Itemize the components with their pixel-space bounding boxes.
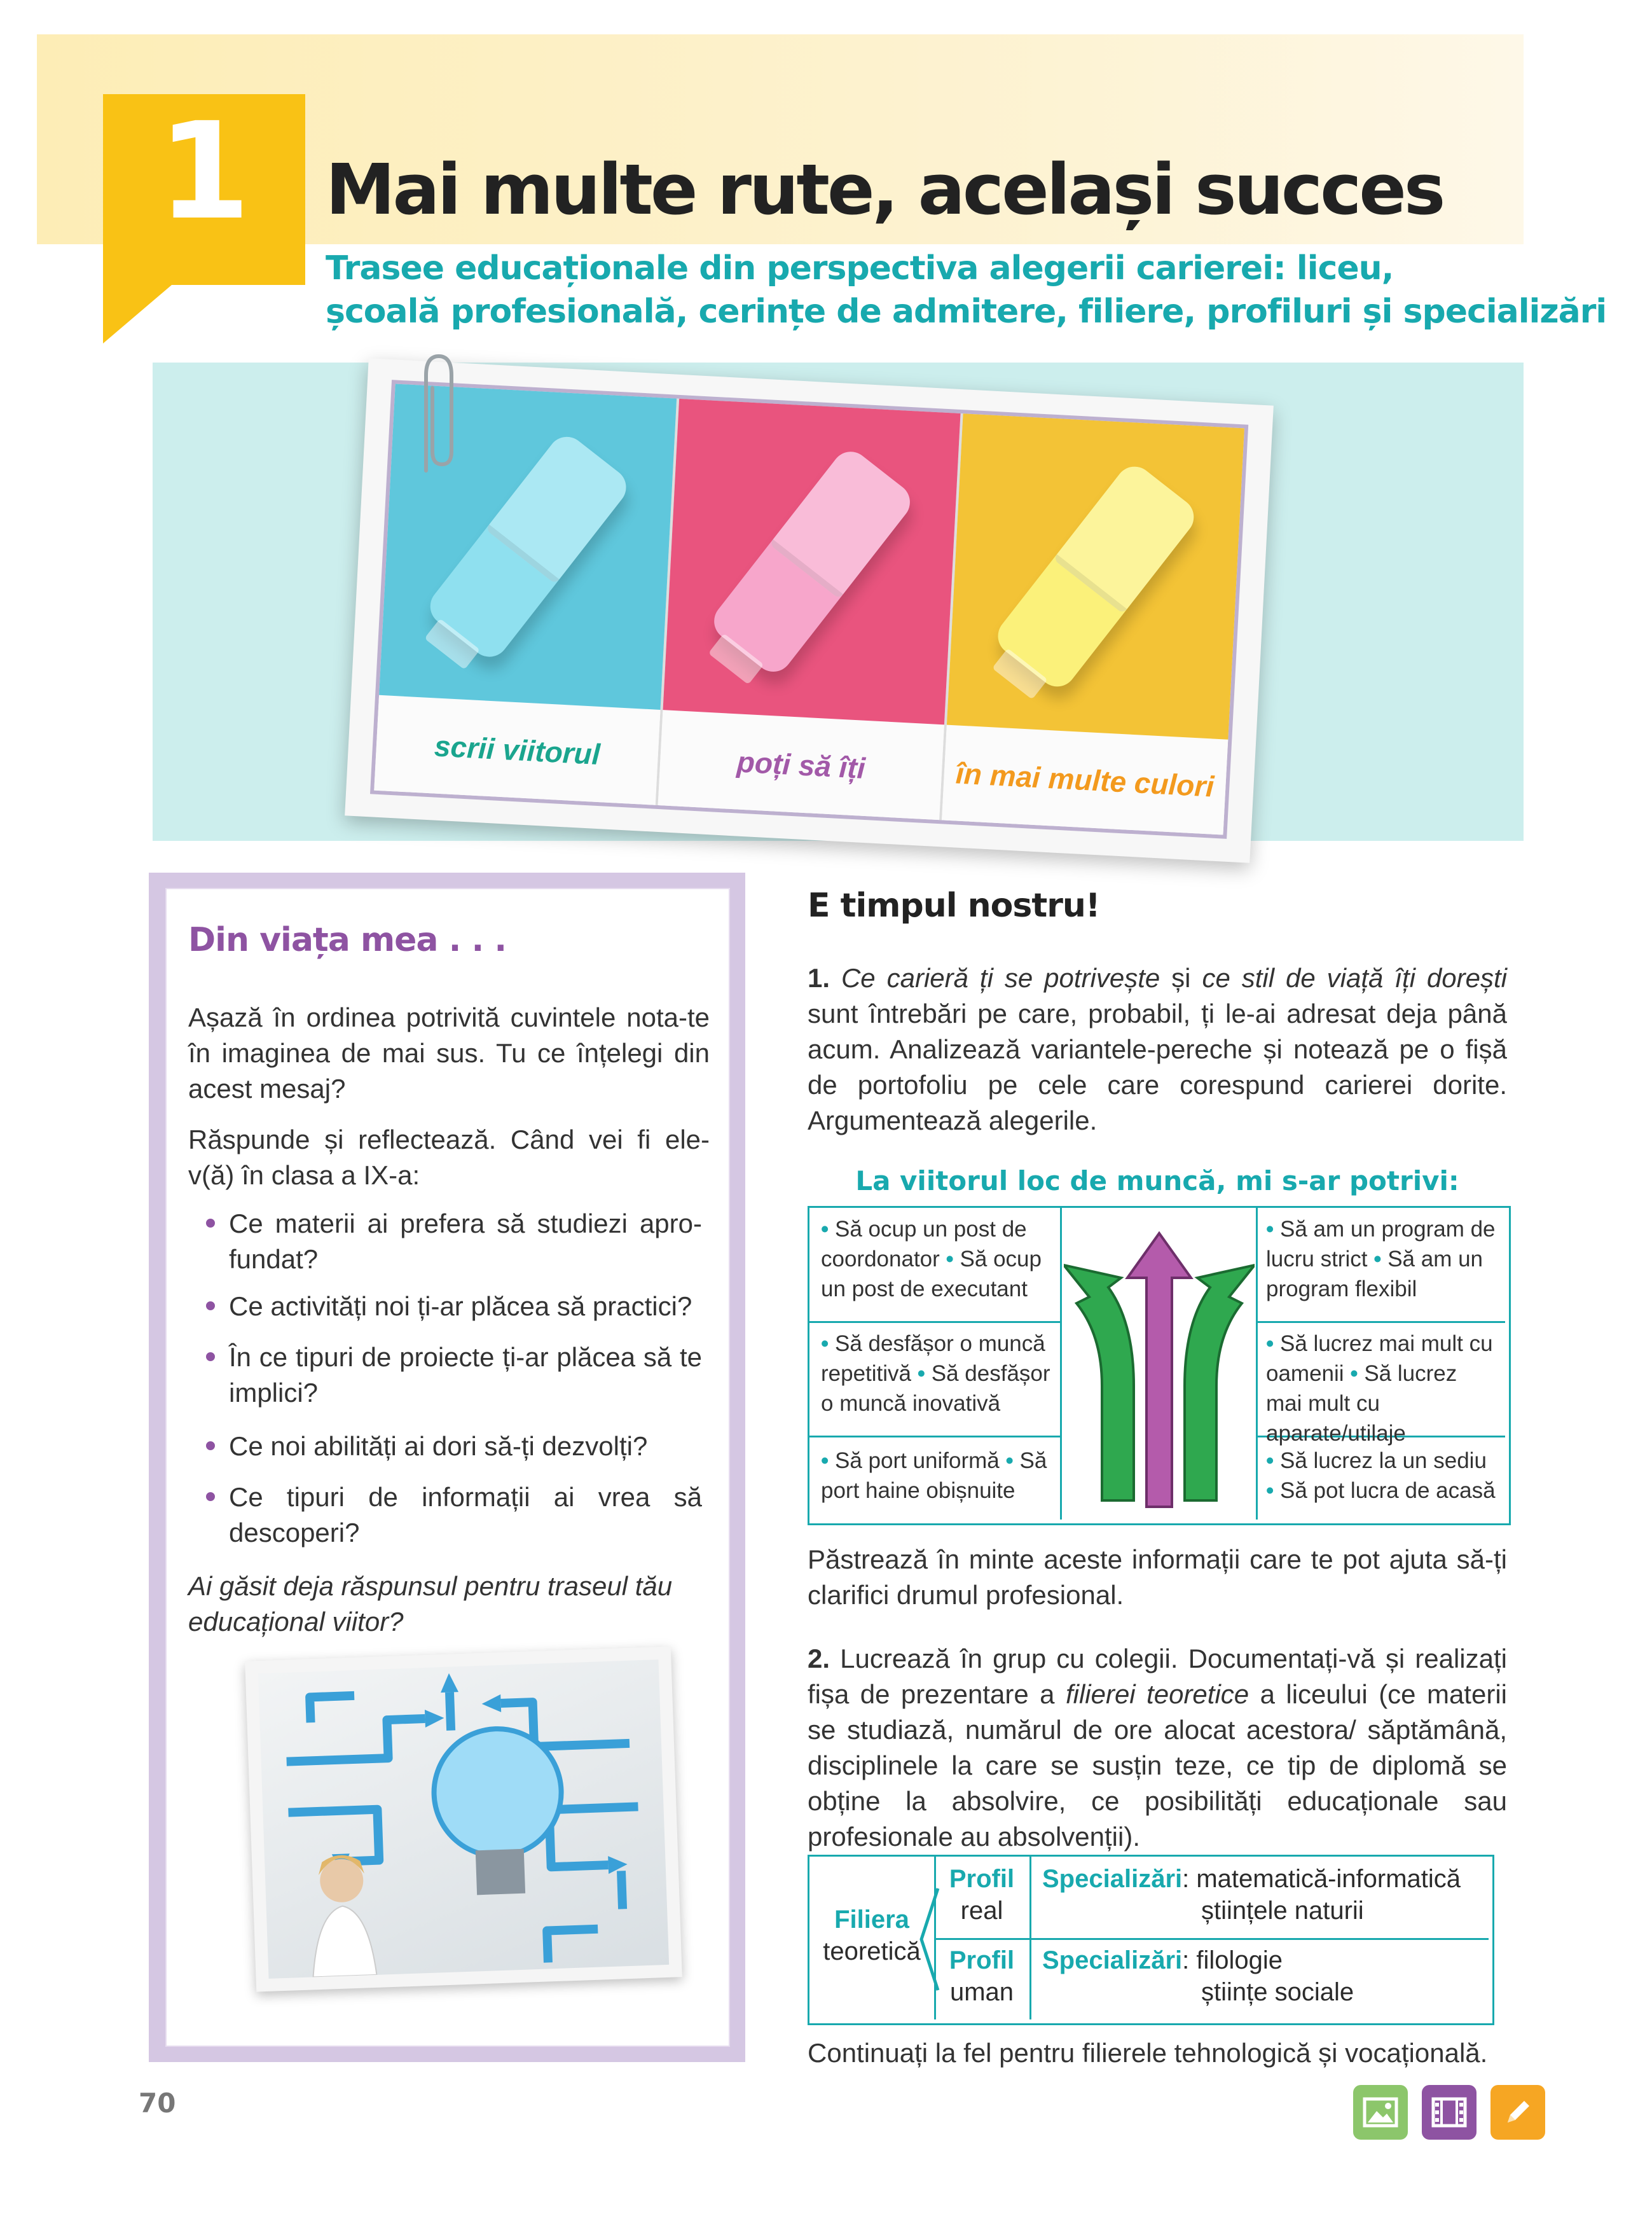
panel-color-yellow [947,413,1244,740]
filiera-label: Filiera teoretică [823,1906,921,1965]
preferences-table [808,1206,1511,1525]
option-left-1: • Să ocup un post de coordonator • Să ocup un post de executant [821,1217,1042,1301]
chapter-title: Mai multe rute, același succes [326,149,1443,230]
exercise-1-text: 1. Ce carieră ți se potrivește și ce stil de viață îți dorești sunt întrebări pe care, probabil, ți le-ai adresat deja până acum. Analizează variantele-pereche și notează pe o fișă de portofoliu pe cele care corespund carierei dorite. Argumentează alegerile. [808,963,1507,1135]
highlighter-pink [706,444,918,679]
reflection-bullet-3: În ce tipuri de proiecte ți-ar plăcea să te implici? [206,1340,702,1411]
markers-photo [345,358,1274,863]
photo-caption-2: poți să îți [658,710,944,820]
photo-panel-yellow [942,413,1244,834]
profile-uman: Profil uman [949,1946,1015,2006]
specializations-uman: Specializări: filologie științe sociale [1042,1946,1354,2006]
reflection-paragraph-2: Răspunde și reflectează. Când vei fi ele-v(ă) în clasa a IX-a: [188,1125,710,1190]
specializations-real: Specializări: matematică-informatică științele naturii [1042,1865,1461,1925]
chapter-number: 1 [157,93,251,249]
paperclip-icon [407,350,464,477]
option-left-3: • Să port uniformă • Să port haine obișnuite [821,1448,1047,1503]
option-right-2: • Să lucrez mai mult cu oamenii • Să lucrez mai mult cu aparate/utilaje [1266,1331,1493,1446]
lightbulb-photo [245,1646,682,1991]
chapter-badge-tail [103,285,172,343]
thinking-woman [309,1854,377,1977]
film-icon[interactable] [1422,2085,1476,2140]
option-right-3: • Să lucrez la un sediu • Să pot lucra de acasă [1266,1448,1496,1503]
highlighter-yellow [990,459,1201,695]
profile-real: Profil real [949,1865,1015,1925]
exercises-heading: E timpul nostru! [808,887,1100,925]
image-icon[interactable] [1353,2085,1408,2140]
option-left-2: • Să desfășor o muncă repetitivă • Să desfășor o muncă inovativă [821,1331,1050,1416]
filiera-table [808,1855,1494,2025]
preferences-table-heading: La viitorul loc de muncă, mi s-ar potrivi: [855,1165,1459,1196]
panel-color-pink [663,399,961,725]
final-instruction: Continuați la fel pentru filierele tehnologică și vocațională. [808,2038,1488,2068]
exercise-1-number: 1. [808,963,830,993]
reflection-paragraph-1: Așază în ordinea potrivită cuvintele nota-te în imaginea de mai sus. Tu ce înțelegi din acest mesaj? [188,1002,710,1104]
reflection-bullet-2: Ce activități noi ți-ar plăcea să practici? [206,1289,702,1324]
photo-caption-3: în mai multe culori [942,725,1228,835]
chapter-subtitle-line2: școală profesională, cerințe de admitere, filiere, profiluri și specializări [326,293,1607,331]
diverging-arrows-icon [1064,1227,1255,1513]
reflection-bullet-1: Ce materii ai prefera să studiezi apro-fundat? [206,1206,702,1277]
exercise-2-number: 2. [808,1644,830,1673]
photo-panel-pink [658,399,963,821]
reflection-bullet-4: Ce noi abilități ai dori să-ți dezvolți? [206,1429,702,1464]
page-number: 70 [139,2088,176,2119]
pencil-icon[interactable] [1490,2085,1545,2140]
option-right-1: • Să am un program de lucru strict • Să am un program flexibil [1266,1217,1496,1301]
reflection-closing-question: Ai găsit deja răspunsul pentru traseul tău educațional viitor? [188,1571,673,1637]
lightbulb-arrows-illustration [258,1659,669,1979]
chapter-subtitle-line1: Trasee educaționale din perspectiva alegerii carierei: liceu, [326,249,1394,287]
photo-caption-1: scrii viitorul [374,695,660,805]
after-table-text: Păstrează în minte aceste informații care te pot ajuta să-ți clarifici drumul profesional. [808,1544,1507,1610]
exercise-2-text: 2. Lucrează în grup cu colegii. Documentați-vă și realizați fișa de prezentare a filierei teoretice a liceului (ce materii se studiază, numărul de ore alocat acestora/ săptămână, disciplinele la care se susțin teze, ce tip de diplomă se obține la absolvire, ce posibilități educaționale sau profesionale au absolvenții). [808,1644,1507,1852]
reflection-bullet-5: Ce tipuri de informații ai vrea să descoperi? [206,1479,702,1551]
reflection-heading: Din viața mea . . . [188,921,507,959]
